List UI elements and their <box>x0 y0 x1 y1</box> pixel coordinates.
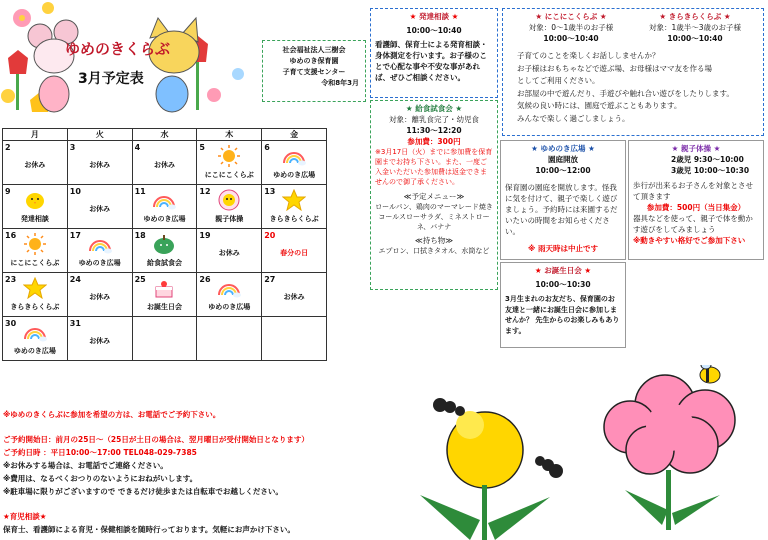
club-description-line: お部屋の中で遊んだり、手遊びや触れ合い遊びをしたりします。 <box>517 88 734 98</box>
taiso-fee: 参加費：500円（当日集金） <box>646 203 746 212</box>
kirakira-section: ★ きらきらくらぶ ★ 対象：1歳半～3歳のお子様 10:00～10:40 <box>633 11 757 44</box>
day-event: 発達相談 <box>20 215 49 223</box>
calendar-body <box>3 141 327 361</box>
day-event: きらきらくらぶ <box>10 303 60 311</box>
rainbow-icon <box>88 233 112 255</box>
rainbow-icon <box>282 145 306 167</box>
rainbow-icon <box>152 189 176 211</box>
day-number: 30 <box>5 319 17 328</box>
dandelion-ants-illustration <box>400 365 768 540</box>
kyushoku-items: エプロン、口拭きタオル、水筒など <box>378 247 490 255</box>
mouse-cat-flowers-illustration <box>0 0 262 120</box>
calendar-week-row <box>3 229 327 273</box>
calendar-day-cell <box>132 141 197 185</box>
day-number: 20 <box>264 231 276 240</box>
note-reservation-hours: ご予約日時 ：平日10:00～17:00 TEL048-029-7385 <box>3 448 197 457</box>
star-icon <box>23 277 47 299</box>
taiso-text: 歩行が出来るお子さんを対象とさせて頂きます <box>633 181 753 201</box>
day-event: ゆめのき広場 <box>208 303 251 311</box>
hiroba-text: 保育園の園庭を開放します。怪我に気を付けて、親子で楽しく遊びましょう。予約時には来園するだいたいの時間をお知らせください。 <box>505 183 618 236</box>
calendar-table <box>2 128 327 361</box>
kyushoku-title: 給食試食会 <box>415 104 453 113</box>
club-description-line: 子育てのことを楽しくお話ししませんか？ <box>517 51 660 60</box>
hiroba-title: ゆめのき広場 <box>540 144 586 153</box>
day-number: 25 <box>134 275 146 284</box>
taiso-text2: 器具などを使って、親子で体を動かす遊びをしてみましょう <box>633 214 753 234</box>
day-event: 春分の日 <box>280 249 309 257</box>
notes-section <box>3 408 403 536</box>
rainbow-icon <box>23 321 47 343</box>
calendar-week-row <box>3 141 327 185</box>
day-number: 16 <box>5 231 17 240</box>
day-event: きらきらくらぶ <box>269 215 319 223</box>
schedule-title: 3月予定表 <box>78 71 144 87</box>
day-number: 5 <box>199 143 205 152</box>
birthday-text: 3月生まれのお友だち、保育園のお友達と一緒にお誕生日会に参加しませんか？ 先生からのお楽しみもあります。 <box>505 295 620 335</box>
club-description-line: 気候の良い時には、園庭で遊ぶこともあります。 <box>517 101 682 110</box>
weekday-header: 金 <box>262 129 327 141</box>
nikoniko-kirakira-box <box>502 8 764 136</box>
hiroba-sub: 園庭開放 <box>548 155 578 164</box>
day-number: 24 <box>69 275 81 284</box>
hattatsu-box: ★ 発達相談 ★ 10:00～10:40 看護師、保育士による発育相談・身体測定を行います。お子様のことで心配な事や不安な事があれば、ぜひご相談ください。 <box>370 8 498 98</box>
day-event: にこにこくらぶ <box>204 171 254 179</box>
birthday-time: 10:00～10:30 <box>535 280 591 289</box>
day-event: ゆめのき広場 <box>78 259 121 267</box>
calendar-day-cell <box>132 185 197 229</box>
day-number: 13 <box>264 187 276 196</box>
calendar-day-cell <box>132 317 197 361</box>
birthday-title: お誕生日会 <box>544 266 582 275</box>
note-parking: ※駐車場に限りがございますので できるだけ徒歩または自転車でお越しください。 <box>3 487 283 496</box>
calendar-day-cell <box>197 229 262 273</box>
day-number: 9 <box>5 187 11 196</box>
calendar-day-cell <box>262 273 327 317</box>
org-line: 令和8年3月 <box>321 79 359 87</box>
day-event: お休み <box>89 161 111 169</box>
hiroba-box: ★ ゆめのき広場 ★ 園庭開放 10:00～12:00 保育園の園庭を開放します。怪我に気を付けて、親子で楽しく遊びましょう。予約時には来園するだいたいの時間をお知らせください。 ※ 雨天時は中止です <box>500 140 626 260</box>
calendar-day-cell <box>197 273 262 317</box>
day-event: お休み <box>89 293 111 301</box>
day-event: 給食試食会 <box>146 259 182 267</box>
weekday-header: 木 <box>197 129 262 141</box>
taiso-note: ※動きやすい格好でご参加下さい <box>633 236 746 245</box>
bee-icon <box>700 365 720 383</box>
chick-icon <box>23 189 47 211</box>
day-number: 17 <box>69 231 81 240</box>
day-number: 4 <box>134 143 141 152</box>
day-number: 26 <box>199 275 211 284</box>
calendar-week-row <box>3 185 327 229</box>
kyushoku-box: ★ 給食試食会 ★ 対象：離乳食完了・幼児食 11:30～12:20 参加費：300円 ※3月17日（火）までに参加費を保育園までお持ち下さい。また、一度ご入金いただいた参加費は返金できませんので御了承ください。 ≪予定メニュー≫ ロールパン、鶏肉のマーマレード焼きコールスローサラダ、ミネストローネ、バナナ ≪持ち物≫ エプロン、口拭きタオル、水筒など <box>370 100 498 290</box>
kyushoku-target: 対象：離乳食完了・幼児食 <box>389 115 479 124</box>
calendar-day-cell <box>3 141 68 185</box>
calendar-week-row <box>3 317 327 361</box>
day-event: お休み <box>153 161 175 169</box>
taiso-line: 3歳児 10:00～10:30 <box>671 166 750 175</box>
day-number: 3 <box>69 143 76 152</box>
calendar-day-cell <box>3 185 68 229</box>
calendar-week-row <box>3 273 327 317</box>
calendar-day-cell <box>262 317 327 361</box>
calendar-day-cell <box>262 141 327 185</box>
calendar-day-cell <box>197 185 262 229</box>
pumpkin-icon <box>152 233 176 255</box>
org-line: ゆめのき保育園 <box>289 57 339 65</box>
header-illustration <box>0 0 262 120</box>
club-description-line: としてご利用ください。 <box>517 76 600 85</box>
kirakira-title: きらきらくらぶ <box>668 12 722 21</box>
day-event: ゆめのき広場 <box>273 171 316 179</box>
kyushoku-fee: 参加費：300円 <box>407 137 461 146</box>
day-number: 10 <box>69 187 81 196</box>
kyushoku-items-title: ≪持ち物≫ <box>414 236 454 245</box>
calendar-day-cell <box>67 229 132 273</box>
hattatsu-text: 看護師、保育士による発育相談・身体測定を行います。お子様のことで心配な事や不安な事があれば、ぜひご相談ください。 <box>375 40 488 82</box>
organization-box <box>262 40 366 102</box>
day-event: 親子体操 <box>215 215 244 223</box>
day-event: にこにこくらぶ <box>10 259 60 267</box>
nikoniko-time: 10:00～10:40 <box>543 34 599 43</box>
consult-text: 保育士、看護師による育児・保健相談を随時行っております。気軽にお声かけ下さい。 <box>3 525 295 534</box>
club-description <box>509 50 757 125</box>
hiroba-time: 10:00～12:00 <box>535 166 591 175</box>
kyushoku-time: 11:30～12:20 <box>406 126 462 135</box>
day-event: お誕生日会 <box>146 303 182 311</box>
org-line: 子育て支援センター <box>282 68 346 76</box>
weekday-header: 水 <box>132 129 197 141</box>
hattatsu-time: 10:00～10:40 <box>406 26 462 35</box>
calendar-day-cell <box>132 229 197 273</box>
taiso-title: 親子体操 <box>681 144 711 153</box>
day-number: 2 <box>5 143 11 152</box>
club-description-line: みんなで楽しく過ごしましょう。 <box>517 113 630 123</box>
birthday-box: ★ お誕生日会 ★ 10:00～10:30 3月生まれのお友だち、保育園のお友達と一緒にお誕生日会に参加しませんか？ 先生からのお楽しみもあります。 <box>500 262 626 348</box>
pink-flower-icon <box>604 375 735 530</box>
calendar-day-cell <box>262 229 327 273</box>
kyushoku-menu: ロールパン、鶏肉のマーマレード焼きコールスローサラダ、ミネストローネ、バナナ <box>375 203 493 231</box>
calendar-day-cell <box>262 185 327 229</box>
nikoniko-target: 対象：0～1歳半のお子様 <box>528 23 614 32</box>
kirakira-time: 10:00～10:40 <box>667 34 723 43</box>
day-event: お休み <box>283 293 305 301</box>
weekday-header: 月 <box>3 129 68 141</box>
taiso-line: 2歳児 9:30～10:00 <box>671 155 744 164</box>
hattatsu-title: 発達相談 <box>419 12 449 21</box>
day-number: 12 <box>199 187 211 196</box>
note-start-date: ご予約開始日：前月の25日～（25日が土日の場合は、翌月曜日が受付開始日となります） <box>3 435 309 444</box>
calendar-day-cell <box>132 273 197 317</box>
day-number: 31 <box>69 319 81 328</box>
nikoniko-section: ★ にこにこくらぶ ★ 対象：0～1歳半のお子様 10:00～10:40 <box>509 11 633 44</box>
taiso-box: ★ 親子体操 ★ 2歳児 9:30～10:00 3歳児 10:00～10:30 歩行が出来るお子さんを対象とさせて頂きます 参加費：500円（当日集金） 器具などを使って、親子で体を動かす遊びをしてみましょう ※動きやすい格好でご参加下さい <box>628 140 764 260</box>
kyushoku-warning: ※3月17日（火）までに参加費を保育園までお持ち下さい。また、一度ご入金いただいた参加費は返金できませんので御了承ください。 <box>375 148 493 186</box>
nikoniko-title: にこにこくらぶ <box>544 12 598 21</box>
day-number: 11 <box>134 187 146 196</box>
calendar-day-cell <box>3 273 68 317</box>
kids-icon <box>217 189 241 211</box>
calendar-day-cell <box>197 317 262 361</box>
club-description-line: お子様はおもちゃなどで遊ぶ場、お母様はママ友を作る場 <box>517 63 712 73</box>
club-title: ゆめのきくらぶ <box>65 40 171 58</box>
day-event: お休み <box>218 249 240 257</box>
taiso-schedule <box>633 154 759 176</box>
day-event: ゆめのき広場 <box>13 347 56 355</box>
day-event: お休み <box>24 161 46 169</box>
org-line: 社会福祉法人三樹会 <box>282 46 346 54</box>
day-event: ゆめのき広場 <box>143 215 186 223</box>
weekday-header: 火 <box>67 129 132 141</box>
day-number: 27 <box>264 275 276 284</box>
sun-icon <box>23 233 47 255</box>
weekday-header-row <box>3 129 327 141</box>
sun-icon <box>217 145 241 167</box>
calendar-day-cell <box>3 317 68 361</box>
calendar-day-cell <box>67 317 132 361</box>
day-number: 18 <box>134 231 146 240</box>
note-absence: ※お休みする場合は、お電話でご連絡ください。 <box>3 461 168 470</box>
calendar-day-cell <box>197 141 262 185</box>
kirakira-target: 対象：1歳半～3歳のお子様 <box>648 23 742 32</box>
day-number: 19 <box>199 231 211 240</box>
rainbow-icon <box>217 277 241 299</box>
kyushoku-menu-title: ≪予定メニュー≫ <box>403 192 465 201</box>
day-event: お休み <box>89 337 111 345</box>
day-number: 6 <box>264 143 270 152</box>
note-reservation: ※ゆめのきくらぶに参加を希望の方は、お電話でご予約下さい。 <box>3 410 221 419</box>
calendar-day-cell <box>67 273 132 317</box>
day-event: お休み <box>89 205 111 213</box>
dandelion-icon <box>420 411 550 540</box>
cake-icon <box>152 277 176 299</box>
note-fee: ※費用は、なるべくおつりのないようにおねがいします。 <box>3 474 198 483</box>
calendar-day-cell <box>67 141 132 185</box>
star-icon <box>282 189 306 211</box>
day-number: 23 <box>5 275 17 284</box>
consult-title: ★育児相談★ <box>3 512 47 521</box>
calendar-day-cell <box>3 229 68 273</box>
calendar-day-cell <box>67 185 132 229</box>
hiroba-rain: ※ 雨天時は中止です <box>528 244 598 253</box>
